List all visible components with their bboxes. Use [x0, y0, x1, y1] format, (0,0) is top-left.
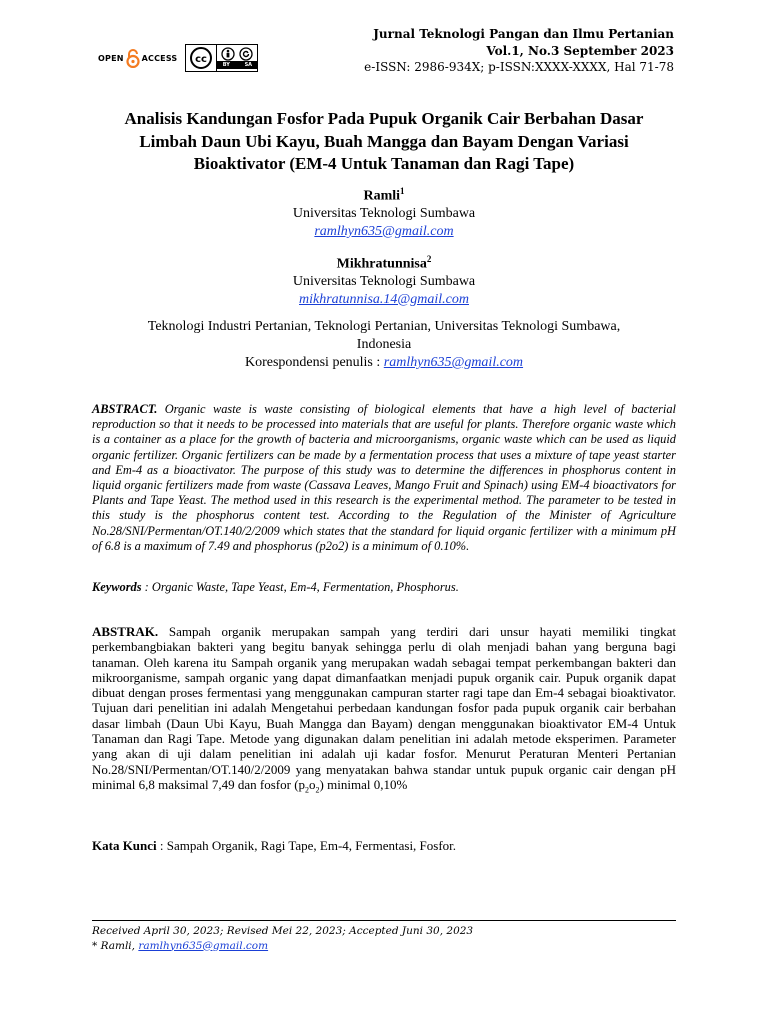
affiliation-country: Indonesia — [356, 337, 412, 352]
footer-correspondence: * Ramli, ramlhyn635@gmail.com — [92, 939, 269, 952]
correspondence-label: Korespondensi penulis : — [244, 355, 384, 370]
svg-text:cc: cc — [195, 54, 208, 65]
received-dates: Received April 30, 2023; Revised Mei 22, 2023; Accepted Juni 30, 2023 — [92, 925, 474, 937]
author-email-link[interactable]: ramlhyn635@gmail.com — [314, 223, 454, 239]
keywords-text: : Organic Waste, Tape Yeast, Em-4, Fermentation, Phosphorus. — [141, 580, 459, 594]
correspondence-line — [95, 354, 673, 372]
footer-email-link[interactable]: ramlhyn635@gmail.com — [138, 939, 269, 952]
open-lock-icon — [126, 48, 140, 68]
paper-title: Analisis Kandungan Fosfor Pada Pupuk Organik Cair Berbahan Dasar Limbah Daun Ubi Kayu, Buah Mangga dan Bayam Dengan Variasi Bioaktivator (EM-4 Untuk Tanaman dan Ragi Tape) — [124, 109, 644, 173]
journal-info — [364, 26, 674, 76]
author-name: Ramli — [363, 188, 401, 204]
author-superscript: 1 — [400, 186, 405, 196]
cc-icon — [189, 47, 213, 69]
correspondence-email-link[interactable]: ramlhyn635@gmail.com — [383, 355, 524, 370]
open-access-right-text: ACCESS — [141, 53, 178, 63]
open-access-logo — [98, 48, 177, 68]
author-block-1 — [95, 183, 673, 240]
abstrak-label: ABSTRAK. — [92, 624, 159, 639]
author-name: Mikhratunnisa — [336, 256, 427, 272]
journal-issn: e-ISSN: 2986-934X; p-ISSN:XXXX-XXXX, Hal 71-78 — [364, 60, 674, 74]
page-header — [0, 0, 768, 90]
cc-by-sa-badge — [185, 44, 258, 72]
author-block-2 — [95, 251, 673, 308]
phosphorus-formula: $(p_2o_2)$ minimal 0,10% — [294, 776, 408, 795]
share-alike-icon — [239, 47, 253, 61]
keywords-label: Keywords — [92, 580, 142, 594]
abstract-label: ABSTRACT. — [92, 402, 158, 416]
license-logos — [98, 44, 258, 72]
author-institution: Universitas Teknologi Sumbawa — [292, 274, 476, 290]
author-superscript: 2 — [426, 254, 432, 264]
keywords-indonesian — [92, 838, 676, 854]
attribution-icon — [221, 47, 235, 61]
abstrak-text: Sampah organik merupakan sampah yang terdiri dari unsur hayati memiliki tingkat perkembangbiakan bakteri yang begitu banyak sehingga perlu di olah menjadi bahan yang berguna bagi tanaman. Oleh karena itu Sampah organik yang merupakan wadah sebagai tempat perkembangan bakteri dan mikroorganisme, sampah organic yang dapat dimanfaatkan menjadi pupuk organik cair. Pupuk organik dapat dibuat dengan proses fermentasi yang menggunakan campuran starter ragi tape dan Em-4 sebagai bioaktivator. Tujuan dari penelitian ini adalah Mengetahui perbedaan kandungan fosfor pada pupuk organik cair berbahan dasar limbah (Daun Ubi Kayu, Buah Mangga dan Bayam) dengan menggunakan bioaktivator EM-4 Untuk Tanaman dan Ragi Tape. Metode yang digunakan dalam penelitian ini adalah metode eksperimen. Parameter yang akan di uji dalam penelitian ini adalah uji kadar fosfor. Menurut Peraturan Menteri Pertanian No.28/SNI/Permentan/OT.140/2/2009 yang menyatakan bahwa standar untuk pupuk organic cair dengan pH minimal 6,8 maksimal 7,49 dan fosfor — [92, 624, 677, 792]
kata-kunci-text: : Sampah Organik, Ragi Tape, Em-4, Fermentasi, Fosfor. — [156, 838, 457, 853]
footer-divider — [92, 920, 676, 921]
cc-logo — [186, 45, 216, 71]
cc-sa-label: SA — [244, 62, 253, 68]
kata-kunci-label: Kata Kunci — [92, 838, 157, 853]
footer-notes — [92, 924, 676, 953]
affiliation-block — [95, 318, 673, 372]
affiliation-line: Teknologi Industri Pertanian, Teknologi Pertanian, Universitas Teknologi Sumbawa, — [147, 319, 621, 334]
journal-name: Jurnal Teknologi Pangan dan Ilmu Pertanian — [373, 27, 674, 41]
abstract-english — [92, 402, 676, 554]
keywords-english — [92, 580, 676, 595]
author-institution: Universitas Teknologi Sumbawa — [292, 206, 476, 222]
author-email-link[interactable]: mikhratunnisa.14@gmail.com — [299, 291, 469, 307]
journal-volume: Vol.1, No.3 September 2023 — [486, 43, 674, 58]
cc-by-label: BY — [222, 62, 230, 68]
open-access-left-text: OPEN — [98, 53, 124, 63]
abstract-indonesian — [92, 624, 676, 798]
abstract-text: Organic waste is waste consisting of biological elements that have a high level of bacterial reproduction so that it needs to be processed into materials that are useful for plants. Therefore organic waste which is a container as a place for the growth of bacteria and microorganisms, organic waste which can be used as liquid organic fertilizer. Organic fertilizers can be made by a fermentation process that uses a mixture of tape yeast starter and Em-4 as a bioactivator. The purpose of this study was to determine the differences in phosphorus content in liquid organic fertilizers made from waste (Cassava Leaves, Mango Fruit and Spinach) using EM-4 bioactivators for Plants and Tape Yeast. The method used in this research is the experimental method. The parameter to be tested in this study is the phosphorus content test. According to the Regulation of the Minister of Agriculture No.28/SNI/Permentan/OT.140/2/2009 which states that the standard for liquid organic fertilizer with a minimum pH of 6.8 is a maximum of 7.49 and phosphorus (p2o2) is a minimum of 0.10%. — [92, 402, 676, 553]
